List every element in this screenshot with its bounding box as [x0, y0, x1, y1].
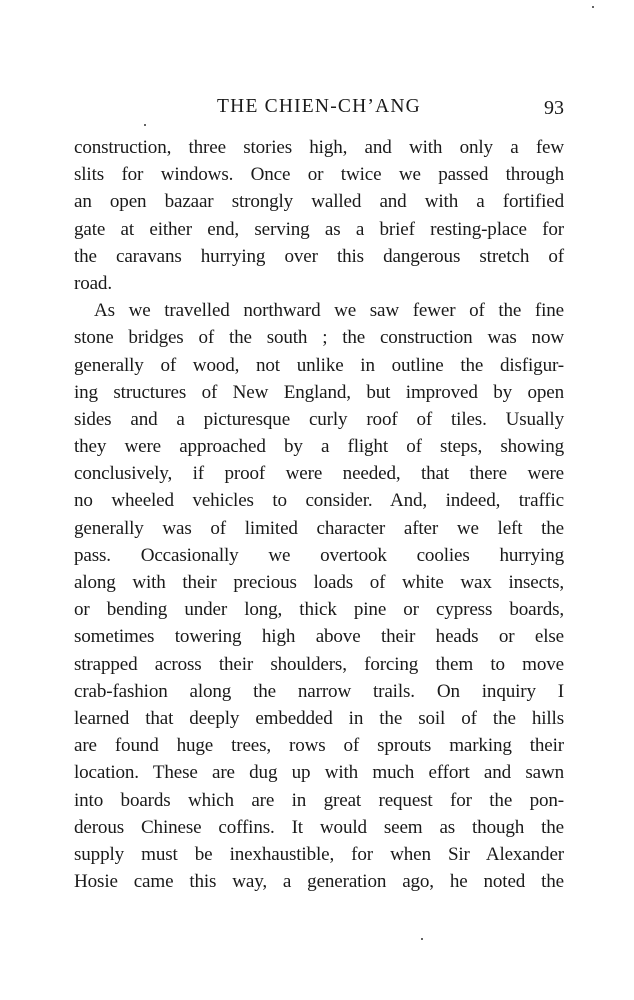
page-number: 93: [544, 97, 564, 119]
text-line: strapped across their shoulders, forcing them to move: [74, 653, 564, 675]
scan-speck: [144, 124, 146, 126]
text-line: an open bazaar strongly walled and with a fortified: [74, 191, 564, 213]
text-line: generally was of limited character after we left the: [74, 517, 564, 539]
text-line: stone bridges of the south ; the construction was now: [74, 327, 564, 349]
text-line: no wheeled vehicles to consider. And, indeed, traffic: [74, 490, 564, 512]
text-line: generally of wood, not unlike in outline the disfigur-: [74, 354, 564, 376]
text-line: conclusively, if proof were needed, that there were: [74, 463, 564, 485]
text-line: or bending under long, thick pine or cypress boards,: [74, 599, 564, 621]
text-line: learned that deeply embedded in the soil of the hills: [74, 707, 564, 729]
running-title: THE CHIEN-CH’ANG: [217, 96, 421, 117]
running-header: [74, 92, 564, 122]
text-line: construction, three stories high, and with only a few: [74, 137, 564, 158]
scan-speck: [592, 6, 594, 8]
text-line: location. These are dug up with much effort and sawn: [74, 762, 564, 784]
text-line: Hosie came this way, a generation ago, he noted the: [74, 871, 564, 893]
text-line: they were approached by a flight of steps, showing: [74, 436, 564, 458]
text-line: gate at either end, serving as a brief resting-place for: [74, 218, 564, 240]
scan-speck: [421, 938, 423, 940]
text-line: sides and a picturesque curly roof of tiles. Usually: [74, 408, 564, 430]
text-line: the caravans hurrying over this dangerous stretch of: [74, 245, 564, 267]
text-line: pass. Occasionally we overtook coolies hurrying: [74, 544, 564, 566]
text-line: slits for windows. Once or twice we passed through: [74, 164, 564, 186]
text-line: road.: [74, 272, 112, 294]
text-line: crab-fashion along the narrow trails. On inquiry I: [74, 680, 564, 702]
text-line: into boards which are in great request for the pon-: [74, 789, 564, 811]
text-line: supply must be inexhaustible, for when Sir Alexander: [74, 843, 564, 865]
text-line: are found huge trees, rows of sprouts marking their: [74, 735, 564, 757]
text-line: sometimes towering high above their heads or else: [74, 626, 564, 648]
text-line: ing structures of New England, but improved by open: [74, 381, 564, 403]
body-text: [74, 134, 564, 895]
text-line: derous Chinese coffins. It would seem as though the: [74, 816, 564, 838]
text-line: As we travelled northward we saw fewer of the fine: [94, 300, 564, 322]
text-line: along with their precious loads of white wax insects,: [74, 572, 564, 593]
